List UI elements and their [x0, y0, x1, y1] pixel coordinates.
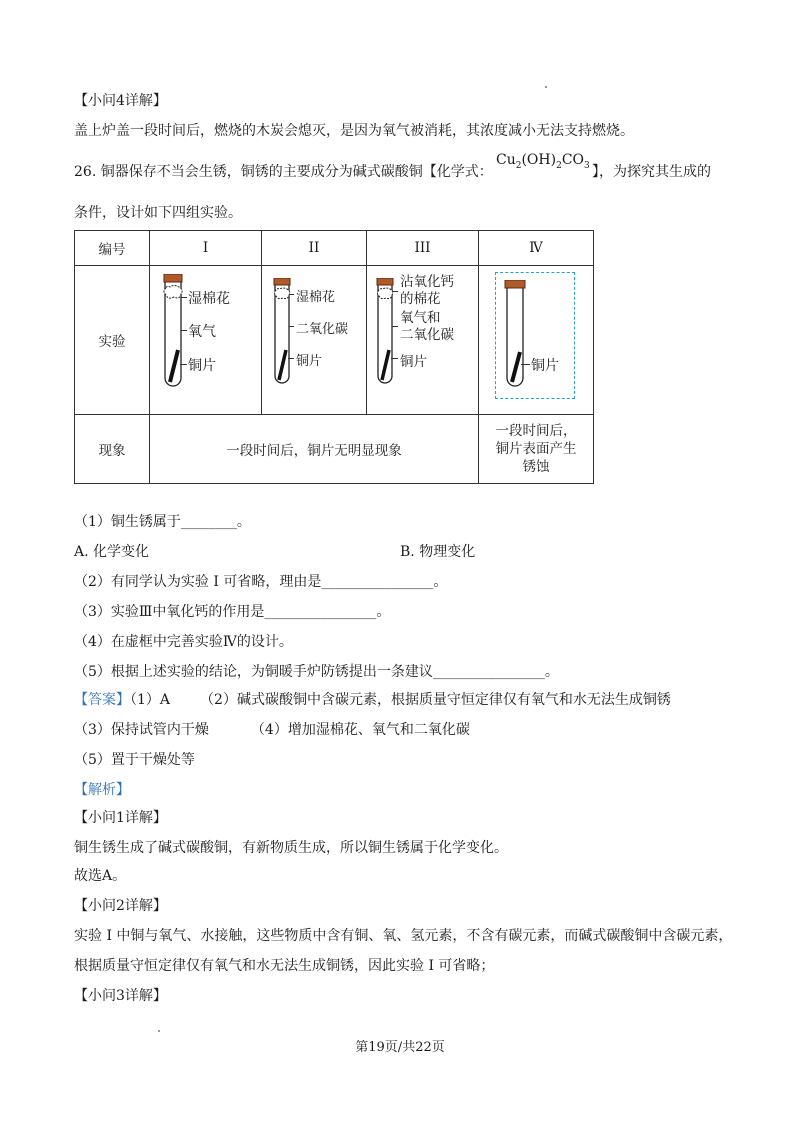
- sub1-text: 铜生锈生成了碱式碳酸铜，有新物质生成，所以铜生锈属于化学变化。: [74, 840, 508, 856]
- row-label-experiment: 实验: [75, 266, 150, 415]
- exp1-copper-label: 铜片: [188, 358, 216, 374]
- exp2-gas-label: 二氧化碳: [296, 322, 349, 337]
- question-4: （4）在虚框中完善实验Ⅳ的设计。: [74, 634, 293, 650]
- col-header-number: 编号: [75, 231, 150, 266]
- question-5: （5）根据上述实验的结论，为铜暖手炉防锈提出一条建议________________。: [74, 664, 559, 680]
- q26-intro: 26. 铜器保存不当会生锈，铜锈的主要成分为碱式碳酸铜【化学式：: [74, 164, 493, 180]
- chemical-formula: $Cu_2(OH)_2CO_3$: [496, 152, 590, 171]
- speck: [158, 1030, 160, 1032]
- sub1-heading: 【小问1详解】: [74, 810, 167, 826]
- q4-heading: 【小问4详解】: [74, 93, 167, 109]
- q26-intro-end: 条件，设计如下四组实验。: [74, 205, 242, 221]
- page-footer: 第19页/共22页: [355, 1040, 445, 1055]
- row-label-phenomenon: 现象: [75, 415, 150, 484]
- test-tube-icon: [162, 274, 184, 388]
- test-tube-icon: [503, 280, 527, 388]
- exp3-copper-label: 铜片: [400, 354, 427, 370]
- question-1: （1）铜生锈属于________。: [74, 514, 251, 530]
- col-header-4: Ⅳ: [479, 231, 594, 266]
- sub2-heading: 【小问2详解】: [74, 898, 167, 914]
- experiment-3-cell: [367, 266, 479, 415]
- exp4-copper-label: 铜片: [531, 358, 559, 374]
- option-a: A. 化学变化: [74, 544, 150, 560]
- q4-text: 盖上炉盖一段时间后，燃烧的木炭会熄灭，是因为氧气被消耗，其浓度减小无法支持燃烧。: [74, 123, 634, 139]
- col-header-1: I: [150, 231, 262, 266]
- sub3-heading: 【小问3详解】: [74, 988, 167, 1004]
- experiment-table: [74, 230, 594, 484]
- sub2-text-2: 根据质量守恒定律仅有氧气和水无法生成铜锈，因此实验 I 可省略；: [74, 958, 495, 974]
- answer-line-2: （3）保持试管内干燥 （4）增加湿棉花、氧气和二氧化碳: [74, 722, 470, 738]
- col-header-3: III: [367, 231, 479, 266]
- exp2-cotton-label: 湿棉花: [296, 290, 336, 305]
- exp3-cotton-label: 沾氧化钙 的棉花: [400, 274, 454, 307]
- answer-line-1: 【答案】（1）A （2）碱式碳酸铜中含碳元素，根据质量守恒定律仅有氧气和水无法生成铜锈: [74, 692, 671, 708]
- col-header-2: II: [262, 231, 367, 266]
- question-2: （2）有同学认为实验 I 可省略，理由是________________。: [74, 574, 448, 590]
- phenomenon-1-3: 一段时间后，铜片无明显现象: [150, 415, 479, 484]
- experiment-2-cell: [262, 266, 367, 415]
- q26-intro-cont: 】，为探究其生成的: [592, 164, 711, 180]
- answer-line-3: （5）置于干燥处等: [74, 752, 195, 768]
- option-b: B. 物理变化: [400, 544, 476, 560]
- speck: [545, 86, 547, 88]
- analysis-tag: 【解析】: [74, 782, 130, 798]
- question-3: （3）实验Ⅲ中氧化钙的作用是________________。: [74, 604, 391, 620]
- experiment-1-cell: [150, 266, 262, 415]
- answer-tag: 【答案】: [74, 692, 130, 708]
- sub2-text-1: 实验 I 中铜与氧气、水接触，这些物质中含有铜、氧、氢元素，不含有碳元素，而碱式碳酸铜中含碳元素，: [74, 928, 733, 944]
- exp1-gas-label: 氧气: [188, 324, 216, 340]
- test-tube-icon: [375, 278, 395, 386]
- exp3-gas-label: 氧气和 二氧化碳: [400, 310, 454, 343]
- exp2-copper-label: 铜片: [296, 354, 323, 369]
- sub1-choice: 故选A。: [74, 868, 127, 884]
- exp1-cotton-label: 湿棉花: [188, 291, 230, 307]
- experiment-4-cell: [479, 266, 594, 415]
- phenomenon-4: 一段时间后， 铜片表面产生 锈蚀: [479, 415, 594, 484]
